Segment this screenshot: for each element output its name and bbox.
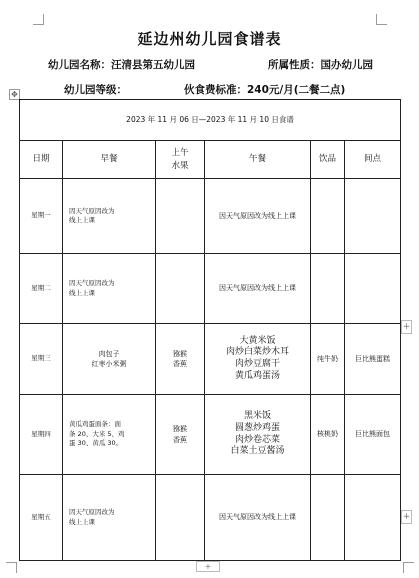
day-cell: 星期三	[20, 324, 63, 395]
snack-cell	[345, 179, 401, 254]
breakfast-cell: 因天气原因改为 线上上课	[63, 475, 156, 561]
fruit-cell: 猕猴 香蕉	[156, 395, 205, 475]
page-title: 延边州幼儿园食谱表	[137, 30, 282, 48]
lunch-cell: 因天气原因改为线上上课	[205, 475, 311, 561]
table-row	[20, 179, 401, 254]
table-row	[20, 324, 401, 395]
lunch-cell: 大黄米饭 肉炒白菜炒木耳 肉炒豆腐干 黄瓜鸡蛋汤	[205, 324, 311, 395]
snack-cell: 巨比熊蛋糕	[345, 324, 401, 395]
menu-date-range: 2023 年 11 月 06 日—2023 年 11 月 10 日食谱	[20, 100, 401, 141]
snack-cell	[345, 254, 401, 324]
page-corner-mark	[403, 562, 414, 573]
fruit-cell	[156, 179, 205, 254]
kindergarten-name: 幼儿园名称：汪清县第五幼儿园	[48, 59, 195, 71]
drink-cell	[311, 475, 345, 561]
breakfast-cell: 因天气原因改为 线上上课	[63, 179, 156, 254]
kindergarten-grade: 幼儿园等级：	[64, 84, 127, 96]
drink-cell	[311, 179, 345, 254]
breakfast-cell: 肉包子 红枣小米粥	[63, 324, 156, 395]
table-row	[20, 475, 401, 561]
page-corner-mark	[6, 562, 17, 573]
drink-cell: 核桃奶	[311, 395, 345, 475]
fruit-cell	[156, 254, 205, 324]
fruit-cell	[156, 475, 205, 561]
add-column-icon[interactable]: +	[402, 512, 411, 522]
meal-fee-standard: 伙食费标准：240元/月(二餐二点)	[184, 84, 346, 96]
header-breakfast: 早餐	[63, 141, 156, 179]
add-column-icon[interactable]: +	[402, 322, 411, 332]
add-row-icon[interactable]: +	[196, 561, 220, 572]
page-corner-mark	[376, 14, 387, 25]
drink-cell	[311, 254, 345, 324]
lunch-cell: 因天气原因改为线上上课	[205, 254, 311, 324]
day-cell: 星期二	[20, 254, 63, 324]
kindergarten-nature: 所属性质：国办幼儿园	[268, 59, 373, 71]
header-drink: 饮品	[311, 141, 345, 179]
drink-cell: 纯牛奶	[311, 324, 345, 395]
breakfast-cell: 黄瓜鸡蛋面条：面 条 20、大米 5、鸡 蛋 30、黄瓜 30。	[63, 395, 156, 475]
day-cell: 星期五	[20, 475, 63, 561]
header-day: 日期	[20, 141, 63, 179]
header-snack: 间点	[345, 141, 401, 179]
lunch-cell: 因天气原因改为线上上课	[205, 179, 311, 254]
breakfast-cell: 因天气原因改为 线上上课	[63, 254, 156, 324]
table-move-handle-icon[interactable]: ✥	[9, 89, 20, 100]
lunch-cell: 黑米饭 圆葱炒鸡蛋 肉炒卷芯菜 白菜土豆酱汤	[205, 395, 311, 475]
header-morning-fruit: 上午 水果	[156, 141, 205, 179]
fruit-cell: 猕猴 香蕉	[156, 324, 205, 395]
day-cell: 星期四	[20, 395, 63, 475]
header-lunch: 午餐	[205, 141, 311, 179]
snack-cell: 巨比熊面包	[345, 395, 401, 475]
menu-table	[19, 99, 401, 561]
snack-cell	[345, 475, 401, 561]
table-row	[20, 395, 401, 475]
day-cell: 星期一	[20, 179, 63, 254]
page-corner-mark	[33, 14, 44, 25]
table-row	[20, 254, 401, 324]
